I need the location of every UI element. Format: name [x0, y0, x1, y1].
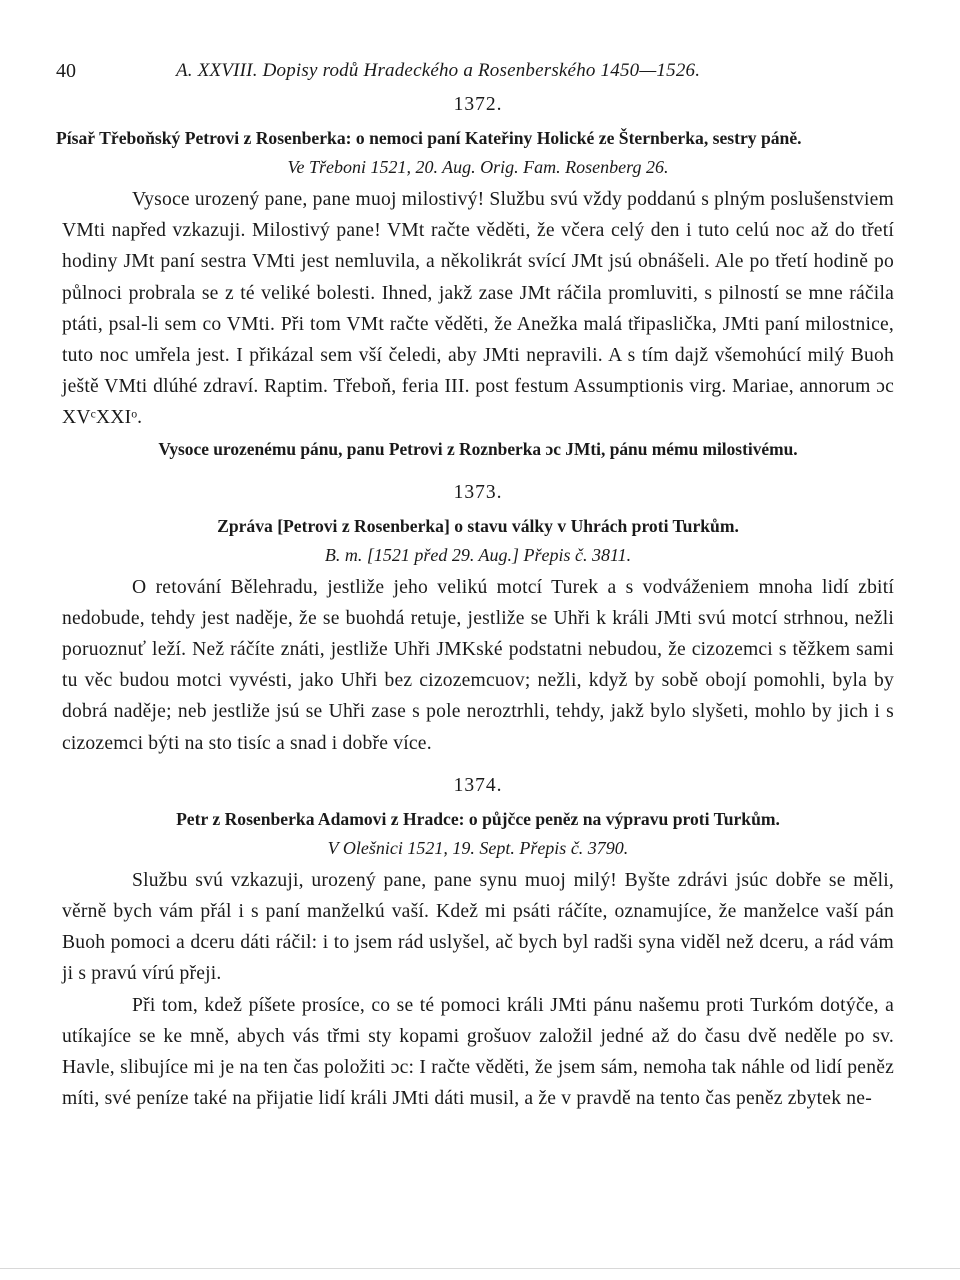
entry-number: 1374.: [453, 774, 503, 796]
entry-title: Petr z Rosenberka Adamovi z Hradce: o půjčce peněz na výpravu proti Turkům.: [176, 808, 780, 829]
entry-title: Písař Třeboňský Petrovi z Rosenberka: o nemoci paní Kateřiny Holické ze Šternberka, sestry páně.: [56, 128, 802, 148]
page: [56, 52, 894, 1114]
entry-paragraph: Službu svú vzkazuji, urozený pane, pane synu muoj milý! Byšte zdrávi jsúc dobře se měli, věrně bych vám přál i s paní manželkú vaší. Kdež mi psáti ráčíte, oznamujíce, že manželce vaší pán Buoh pomoci a dceru dáti ráčil: i to jsem rád uslyšel, ač bych byl radši syna viděl než dceru, a rád vám ji s pravú vírú přeji.: [62, 869, 894, 985]
entry-address: Vysoce urozenému pánu, panu Petrovi z Roznberka ɔc JMti, pánu mému milostivému.: [158, 438, 798, 459]
page-header: [56, 52, 894, 92]
entry-paragraph: Při tom, kdež píšete prosíce, co se té pomoci králi JMti pánu našemu proti Turkóm dotýče, a utíkajíce se ke mně, abych vás třmi sty kopami grošuov založil jedné až do času dvě neděle po sv. Havle, slibujíce mi je na ten čas položiti ɔc: I račte věděti, že jsem sám, nemoha tak náhle od lidí peněz míti, své peníze také na přijatie lidí králi JMti dáti musil, a že v pravdě na tento čas peněz zbytek ne-: [62, 994, 894, 1110]
entry-1372: [56, 94, 894, 464]
entry-source: V Olešnici 1521, 19. Sept. Přepis č. 3790.: [327, 837, 629, 858]
entry-source: B. m. [1521 před 29. Aug.] Přepis č. 3811.: [324, 544, 632, 565]
entry-paragraph: Vysoce urozený pane, pane muoj milostivý! Službu svú vždy poddanú s plným poslušenstviem VMti napřed vzkazuji. Milostivý pane! VMt račte věděti, že včera celý den i tuto celú noc až do třetí hodiny JMt paní sestra VMti jest nemluvila, a několikrát svící JMt jsú obnášeli. Ale po třetí hodině po půlnoci probrala se z té veliké bolesti. Ihned, jakž zase JMt ráčila promluviti, s pilností se mne ráčila ptáti, psal-li sem co VMti. Při tom VMt račte věděti, že Anežka malá třipaslička, JMti paní milostnice, tuto noc umřela jest. I přikázal sem vší čeledi, aby JMti nepravili. A s tím dajž všemohúcí milý Buoh ještě VMti dlúhé zdraví. Raptim. Třeboň, feria III. post festum Assumptionis virg. Mariae, annorum ɔc XVᶜXXIᵒ.: [62, 189, 894, 429]
entry-1373: [62, 482, 894, 759]
entry-title: Zpráva [Petrovi z Rosenberka] o stavu války v Uhrách proti Turkům.: [217, 515, 739, 536]
entry-number: 1372.: [453, 94, 503, 115]
entry-source: Ve Třeboni 1521, 20. Aug. Orig. Fam. Rosenberg 26.: [287, 157, 669, 177]
entry-paragraph: O retování Bělehradu, jestliže jeho velikú motcí Turek a s vodváženiem mnoha lidí zbití nedobude, tehdy jest naděje, že se buohdá retuje, jestliže se Uhři k králi JMti svú motcí strhnou, nežli poruoznuť leží. Než ráčíte znáti, jestliže Uhři JMKské podstatni nebudou, že cizozemci s těžkem sami tu věc budou motci vyvésti, jako Uhři bez cizozemcuov; nežli, když by sobě obojí pomohli, byla by dobrá naděje; neb jestliže jsú se Uhři zase s pole neroztrhli, tehdy, jakž bylo slyšeti, mohlo by jich i s cizozemci býti na sto tisíc a snad i dobře více.: [62, 576, 894, 754]
entry-1374: [62, 775, 894, 1115]
page-bottom-edge: [0, 1268, 960, 1269]
page-number: 40: [56, 60, 76, 82]
entry-number: 1373.: [453, 481, 503, 503]
running-title: A. XXVIII. Dopisy rodů Hradeckého a Rosenberského 1450—1526.: [176, 60, 701, 81]
